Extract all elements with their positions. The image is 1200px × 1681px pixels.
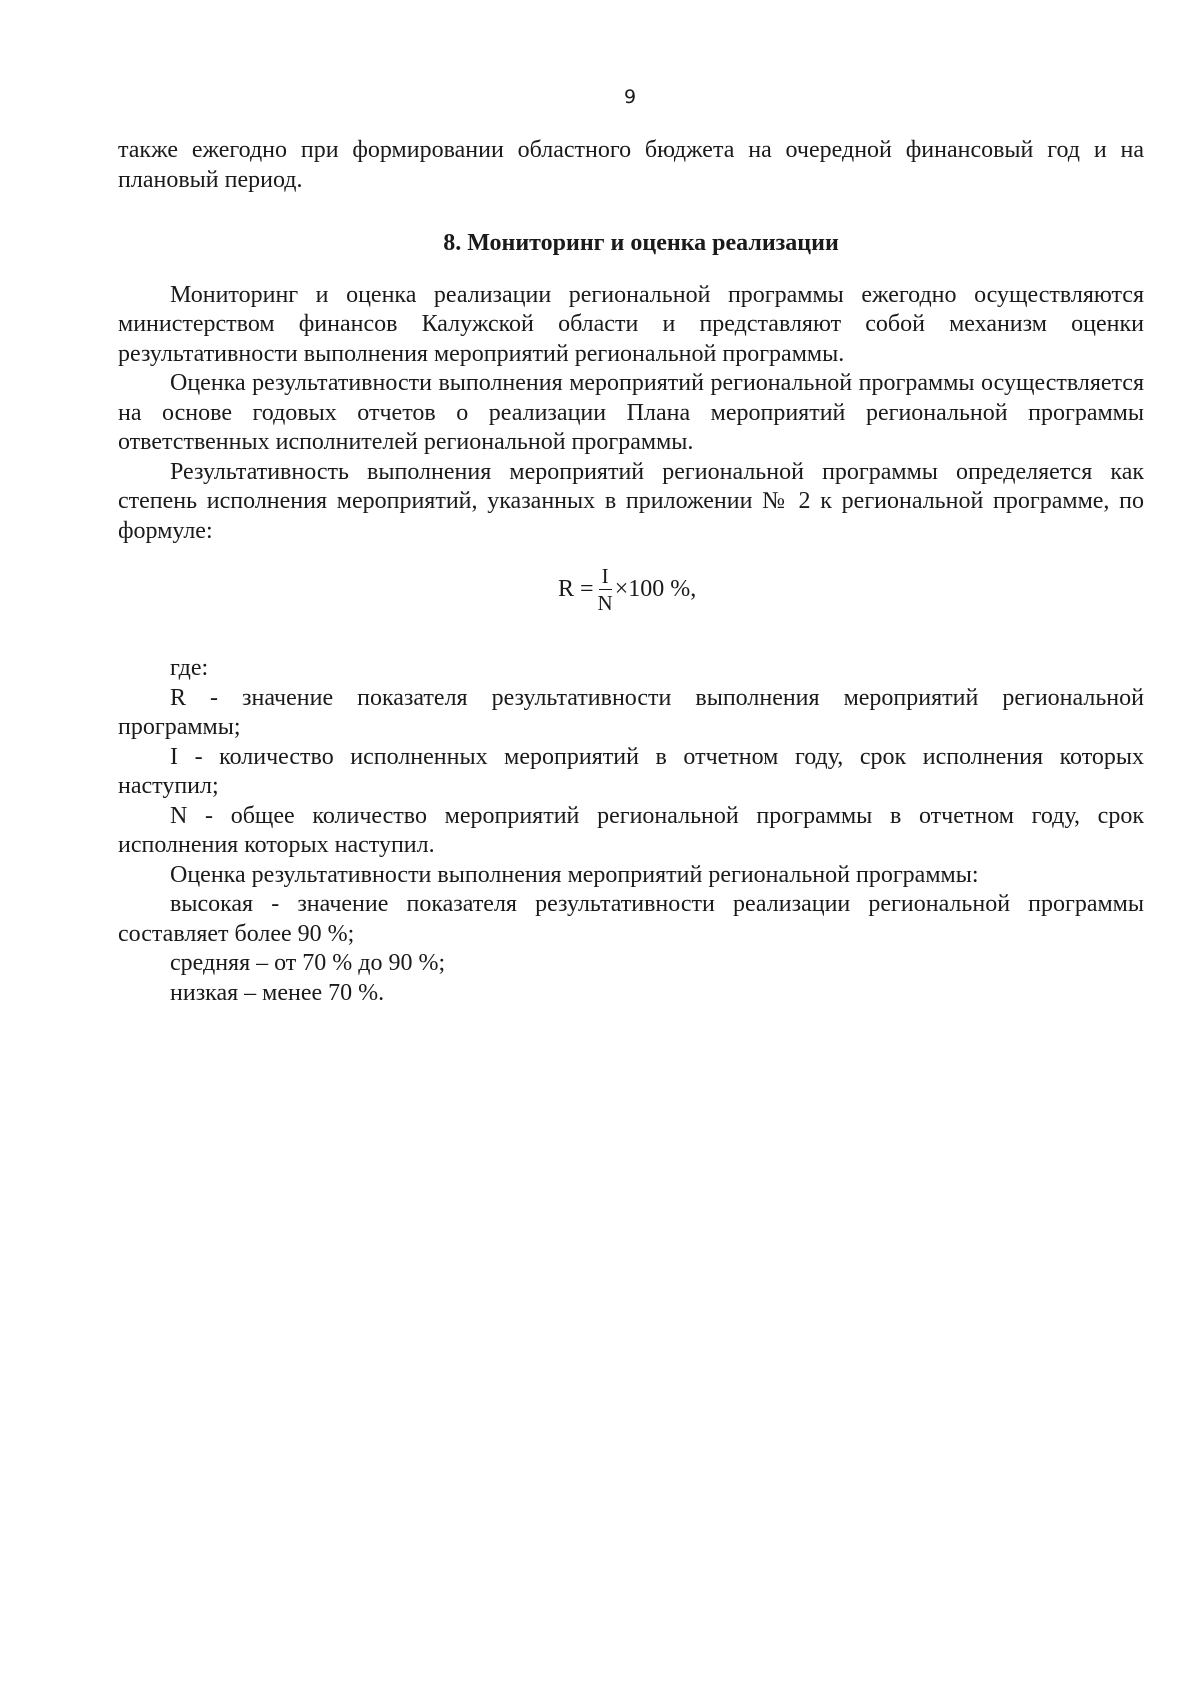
page-number: 9 (623, 86, 637, 108)
formula-block (118, 552, 1144, 648)
paragraph-monitoring: Мониторинг и оценка реализации региональной программы ежегодно осуществляются министерством финансов Калужской области и представляют собой механизм оценки результативности выполнения мероприятий региональной программы. (118, 281, 1144, 367)
formula (558, 564, 696, 615)
intro-paragraph: также ежегодно при формировании областного бюджета на очередной финансовый год и на плановый период. (118, 137, 1144, 193)
where-label: где: (170, 655, 209, 681)
formula-fraction (598, 564, 613, 615)
formula-rhs: ×100 %, (614, 575, 697, 602)
definition-n: N - общее количество мероприятий региональной программы в отчетном году, срок исполнения которых наступил. (118, 802, 1144, 858)
definition-r: R - значение показателя результативности выполнения мероприятий региональной программы; (118, 684, 1144, 740)
paragraph-assessment-basis: Оценка результативности выполнения мероприятий региональной программы осуществляется на основе годовых отчетов о реализации Плана мероприятий региональной программы ответственных исполнителей региональной программы. (118, 370, 1144, 455)
assessment-low: низкая – менее 70 %. (170, 979, 385, 1006)
formula-numerator: I (599, 564, 612, 590)
formula-lhs: R = (558, 575, 594, 602)
assessment-high: высокая - значение показателя результативности реализации региональной программы составляет более 90 %; (118, 891, 1144, 947)
section-heading: 8. Мониторинг и оценка реализации (443, 230, 839, 256)
page-content (118, 136, 1144, 1008)
assessment-medium: средняя – от 70 % до 90 %; (170, 950, 446, 976)
formula-denominator: N (597, 591, 613, 615)
definition-i: I - количество исполненных мероприятий в отчетном году, срок исполнения которых наступил; (118, 743, 1144, 799)
paragraph-effectiveness: Результативность выполнения мероприятий региональной программы определяется как степень исполнения мероприятий, указанных в приложении № 2 к региональной программе, по формуле: (118, 458, 1144, 544)
assessment-intro: Оценка результативности выполнения мероприятий региональной программы: (170, 861, 979, 888)
